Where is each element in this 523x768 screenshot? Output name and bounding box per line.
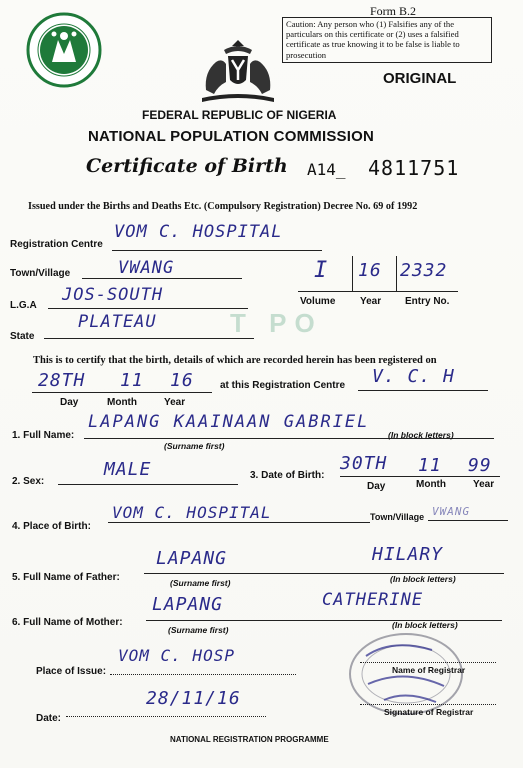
mother-surname-first: (Surname first)	[168, 625, 229, 635]
dob-month-label: Month	[416, 479, 446, 490]
certify-year: 16	[170, 370, 194, 391]
full-name-label: 1. Full Name:	[12, 430, 75, 441]
town-label: Town/Village	[10, 268, 71, 279]
volume-label: Volume	[300, 296, 336, 307]
pob-town-label: Town/Village	[370, 512, 425, 522]
father-surname-first: (Surname first)	[170, 578, 231, 588]
town-value: VWANG	[118, 258, 175, 278]
npc-logo-icon	[24, 10, 104, 90]
volume-value: I	[314, 258, 329, 283]
pob-label: 4. Place of Birth:	[12, 521, 91, 532]
background-stamp: T PO	[230, 308, 323, 338]
dob-year: 99	[468, 455, 492, 476]
caution-box: Caution: Any person who (1) Falsifies any of the particulars on this certificate or (2) uses a falsified certificate as true knowing it to be false is liable to prosecution	[282, 17, 492, 63]
state-label: State	[10, 331, 35, 342]
mother-surname: LAPANG	[152, 594, 224, 615]
copy-type: ORIGINAL	[383, 70, 457, 87]
pob-town-value: VWANG	[432, 505, 471, 518]
certify-day: 28TH	[38, 370, 86, 391]
dob-day: 30TH	[340, 453, 388, 474]
centre-value: VOM C. HOSPITAL	[114, 222, 283, 242]
entry-value: 2332	[400, 260, 448, 281]
registrar-name-label: Name of Registrar	[392, 665, 466, 675]
mother-block-letters: (In block letters)	[392, 620, 458, 630]
year-value: 16	[358, 260, 382, 281]
republic-heading: FEDERAL REPUBLIC OF NIGERIA	[142, 108, 337, 122]
coat-of-arms-icon	[196, 38, 280, 104]
father-label: 5. Full Name of Father:	[12, 572, 120, 583]
issue-value: VOM C. HOSP	[118, 646, 235, 665]
certify-year-label: Year	[164, 397, 186, 408]
issue-label: Place of Issue:	[36, 666, 107, 677]
decree-text: Issued under the Births and Deaths Etc. (Compulsory Registration) Decree No. 69 of 1992	[28, 201, 418, 212]
certify-month-label: Month	[107, 397, 137, 408]
full-name-block-letters: (In block letters)	[388, 430, 454, 440]
certify-centre: V. C. H	[372, 366, 455, 387]
dob-year-label: Year	[473, 479, 495, 490]
certify-month: 11	[120, 370, 144, 391]
serial-number: 4811751	[368, 156, 460, 180]
father-first: HILARY	[372, 544, 444, 565]
dob-day-label: Day	[367, 481, 386, 492]
certify-day-label: Day	[60, 397, 79, 408]
father-surname: LAPANG	[156, 548, 228, 569]
lga-label: L.G.A	[10, 300, 37, 311]
form-number: Form B.2	[370, 4, 417, 18]
mother-first: CATHERINE	[322, 590, 424, 610]
full-name-value: LAPANG KAAINAAN GABRIEL	[88, 412, 370, 432]
date-value: 28/11/16	[146, 688, 241, 709]
centre-label: Registration Centre	[10, 239, 103, 250]
father-block-letters: (In block letters)	[390, 574, 456, 584]
full-name-surname-first: (Surname first)	[164, 441, 225, 451]
date-label: Date:	[36, 713, 62, 724]
volume-year-entry	[298, 254, 458, 294]
state-value: PLATEAU	[78, 312, 157, 332]
dob-month: 11	[418, 455, 442, 476]
serial-prefix: A14_	[307, 160, 346, 179]
dob-label: 3. Date of Birth:	[250, 470, 325, 481]
sex-label: 2. Sex:	[12, 476, 45, 487]
certificate-title: Certificate of Birth	[86, 155, 288, 177]
certify-text: This is to certify that the birth, details of which are recorded herein has been registered on	[33, 355, 437, 366]
mother-label: 6. Full Name of Mother:	[12, 617, 123, 628]
commission-heading: NATIONAL POPULATION COMMISSION	[88, 128, 374, 145]
registrar-signature-label: Signature of Registrar	[384, 707, 474, 717]
footer-programme: NATIONAL REGISTRATION PROGRAMME	[170, 735, 329, 744]
lga-value: JOS-SOUTH	[62, 285, 164, 305]
pob-value: VOM C. HOSPITAL	[112, 503, 272, 522]
sex-value: MALE	[104, 459, 152, 480]
entry-label: Entry No.	[405, 296, 450, 307]
year-label: Year	[360, 296, 382, 307]
certify-at-text: at this Registration Centre	[220, 380, 346, 391]
